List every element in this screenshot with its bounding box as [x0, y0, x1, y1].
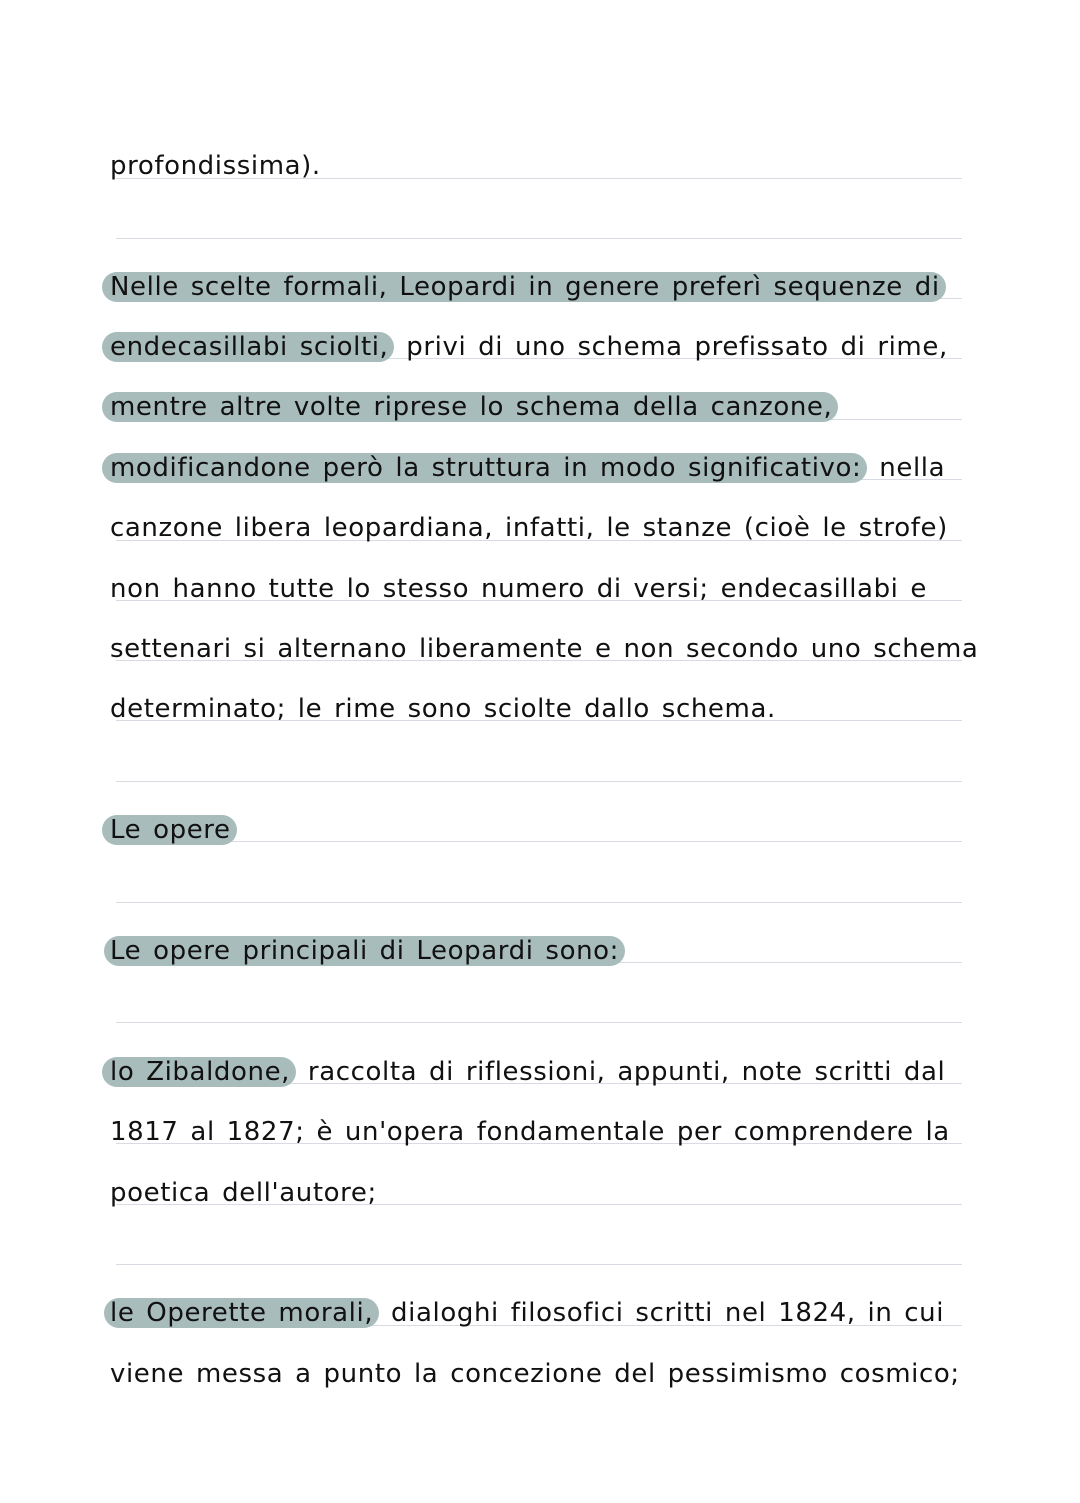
text-segment: dialoghi filosofici scritti nel 1824, in cui — [379, 1298, 945, 1328]
text-segment: non hanno tutte lo stesso numero di versi; endecasillabi e — [110, 574, 927, 604]
text-line — [110, 448, 945, 488]
highlighted-text: le Operette morali, — [104, 1298, 379, 1328]
highlighted-heading: Le opere — [102, 815, 237, 845]
list-item — [110, 1052, 945, 1092]
highlighted-text: modificandone però la struttura in modo significativo: — [102, 453, 867, 483]
text-segment: poetica dell'autore; — [110, 1178, 377, 1208]
text-line — [110, 267, 946, 307]
highlighted-text: endecasillabi sciolti, — [102, 332, 394, 362]
text-line — [110, 569, 927, 609]
text-segment: raccolta di riflessioni, appunti, note scritti dal — [296, 1057, 946, 1087]
list-item — [110, 1293, 944, 1333]
text-segment: canzone libera leopardiana, infatti, le stanze (cioè le strofe) — [110, 513, 948, 543]
text-line — [110, 629, 978, 669]
text-segment: determinato; le rime sono sciolte dallo schema. — [110, 694, 776, 724]
text-segment: 1817 al 1827; è un'opera fondamentale per comprendere la — [110, 1117, 950, 1147]
text-segment: viene messa a punto la concezione del pessimismo cosmico; — [110, 1359, 960, 1389]
text-line — [110, 1354, 960, 1394]
text-line — [110, 387, 838, 427]
ruled-line — [116, 902, 962, 903]
ruled-line — [116, 841, 962, 842]
text-segment: settenari si alternano liberamente e non secondo uno schema — [110, 634, 979, 664]
text-segment: privi di uno schema prefissato di rime, — [394, 332, 948, 362]
highlighted-text: Le opere principali di Leopardi sono: — [104, 936, 625, 966]
text-line — [110, 146, 321, 186]
text-line — [110, 327, 948, 367]
highlighted-text: lo Zibaldone, — [102, 1057, 296, 1087]
text-line — [110, 1112, 950, 1152]
highlighted-text: Nelle scelte formali, Leopardi in genere preferì sequenze di — [102, 272, 946, 302]
text-line — [110, 931, 625, 971]
text-line — [110, 1173, 377, 1213]
text-segment: profondissima). — [110, 151, 321, 181]
text-line — [110, 689, 776, 729]
ruled-line — [116, 1022, 962, 1023]
ruled-line — [116, 781, 962, 782]
ruled-line — [116, 1264, 962, 1265]
text-segment: nella — [867, 453, 946, 483]
section-heading — [110, 810, 237, 850]
text-line — [110, 508, 948, 548]
highlighted-text: mentre altre volte riprese lo schema della canzone, — [102, 392, 838, 422]
ruled-line — [116, 238, 962, 239]
